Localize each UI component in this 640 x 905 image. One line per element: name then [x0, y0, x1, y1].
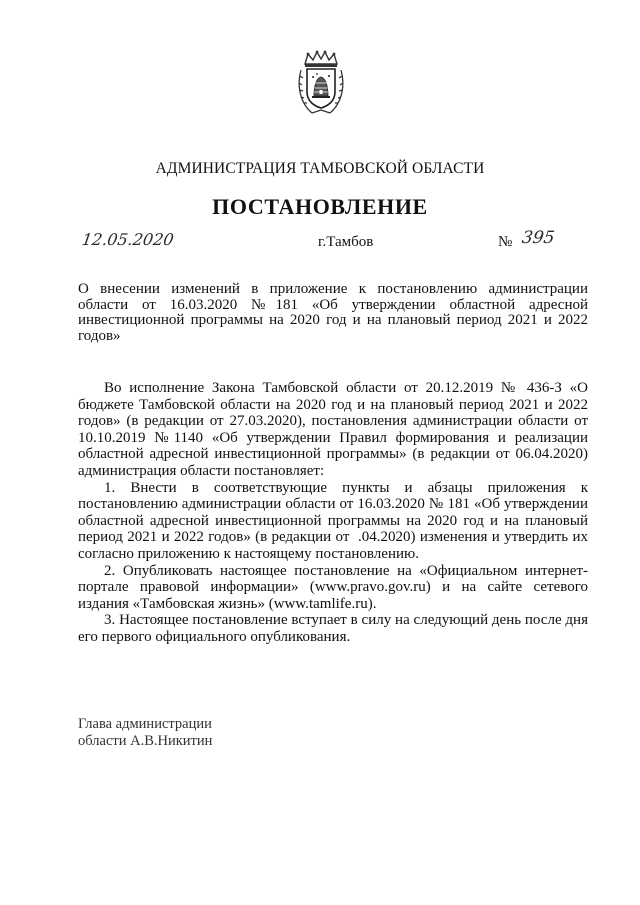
point-2-paragraph: 2. Опубликовать настоящее постановление на «Официальном интернет-портале правовой информации» (www.pravo.gov.ru) и на сайте сетевого издания «Тамбовская жизнь» (www.tamlife.ru).: [78, 562, 588, 612]
agency-name: АДМИНИСТРАЦИЯ ТАМБОВСКОЙ ОБЛАСТИ: [155, 160, 485, 177]
preamble-paragraph: Во исполнение Закона Тамбовской области от 20.12.2019 № 436-З «О бюджете Тамбовской области на 2020 год и на плановый период 2021 и 2022 годов» (в редакции от 27.03.2020), постановления администрации области от 10.10.2019 №1140 «Об утверждении Правил формирования и реализации областной адресной инвестиционной программы» (в редакции от 06.04.2020) администрация области постановляет:: [78, 380, 588, 479]
signatory-name: области А.В.Никитин: [78, 732, 213, 749]
handwritten-date: 12.05.2020: [80, 230, 175, 249]
city-label: г.Тамбов: [318, 234, 374, 250]
point-3-paragraph: 3. Настоящее постановление вступает в силу на следующий день после дня его первого официального опубликования.: [78, 612, 588, 645]
point-1-paragraph: 1. Внести в соответствующие пункты и абзацы приложения к постановлению администрации области от 16.03.2020 № 181 «Об утверждении областной адресной инвестиционной программы на 2020 год и на плановый период 2021 и 2022 годов» (в редакции от ‍ ‍.04.2020) изменения и утвердить их согласно приложению к настоящему постановлению.: [78, 479, 588, 562]
document-body: [78, 380, 588, 646]
document-type-title: ПОСТАНОВЛЕНИЕ: [212, 194, 428, 219]
signature-block: [78, 716, 338, 749]
tambov-coat-of-arms-icon: [296, 50, 346, 118]
document-meta-row: [78, 228, 570, 254]
signatory-title: Глава администрации: [78, 716, 212, 732]
handwritten-document-number: 395: [520, 228, 556, 248]
number-label: №: [498, 234, 513, 250]
document-subject: О внесении изменений в приложение к постановлению администрации области от 16.03.2020 №181 «Об утверждении областной адресной инвестиционной программы на 2020 год и на плановый период 2021 и 2022 годов»: [78, 281, 588, 344]
